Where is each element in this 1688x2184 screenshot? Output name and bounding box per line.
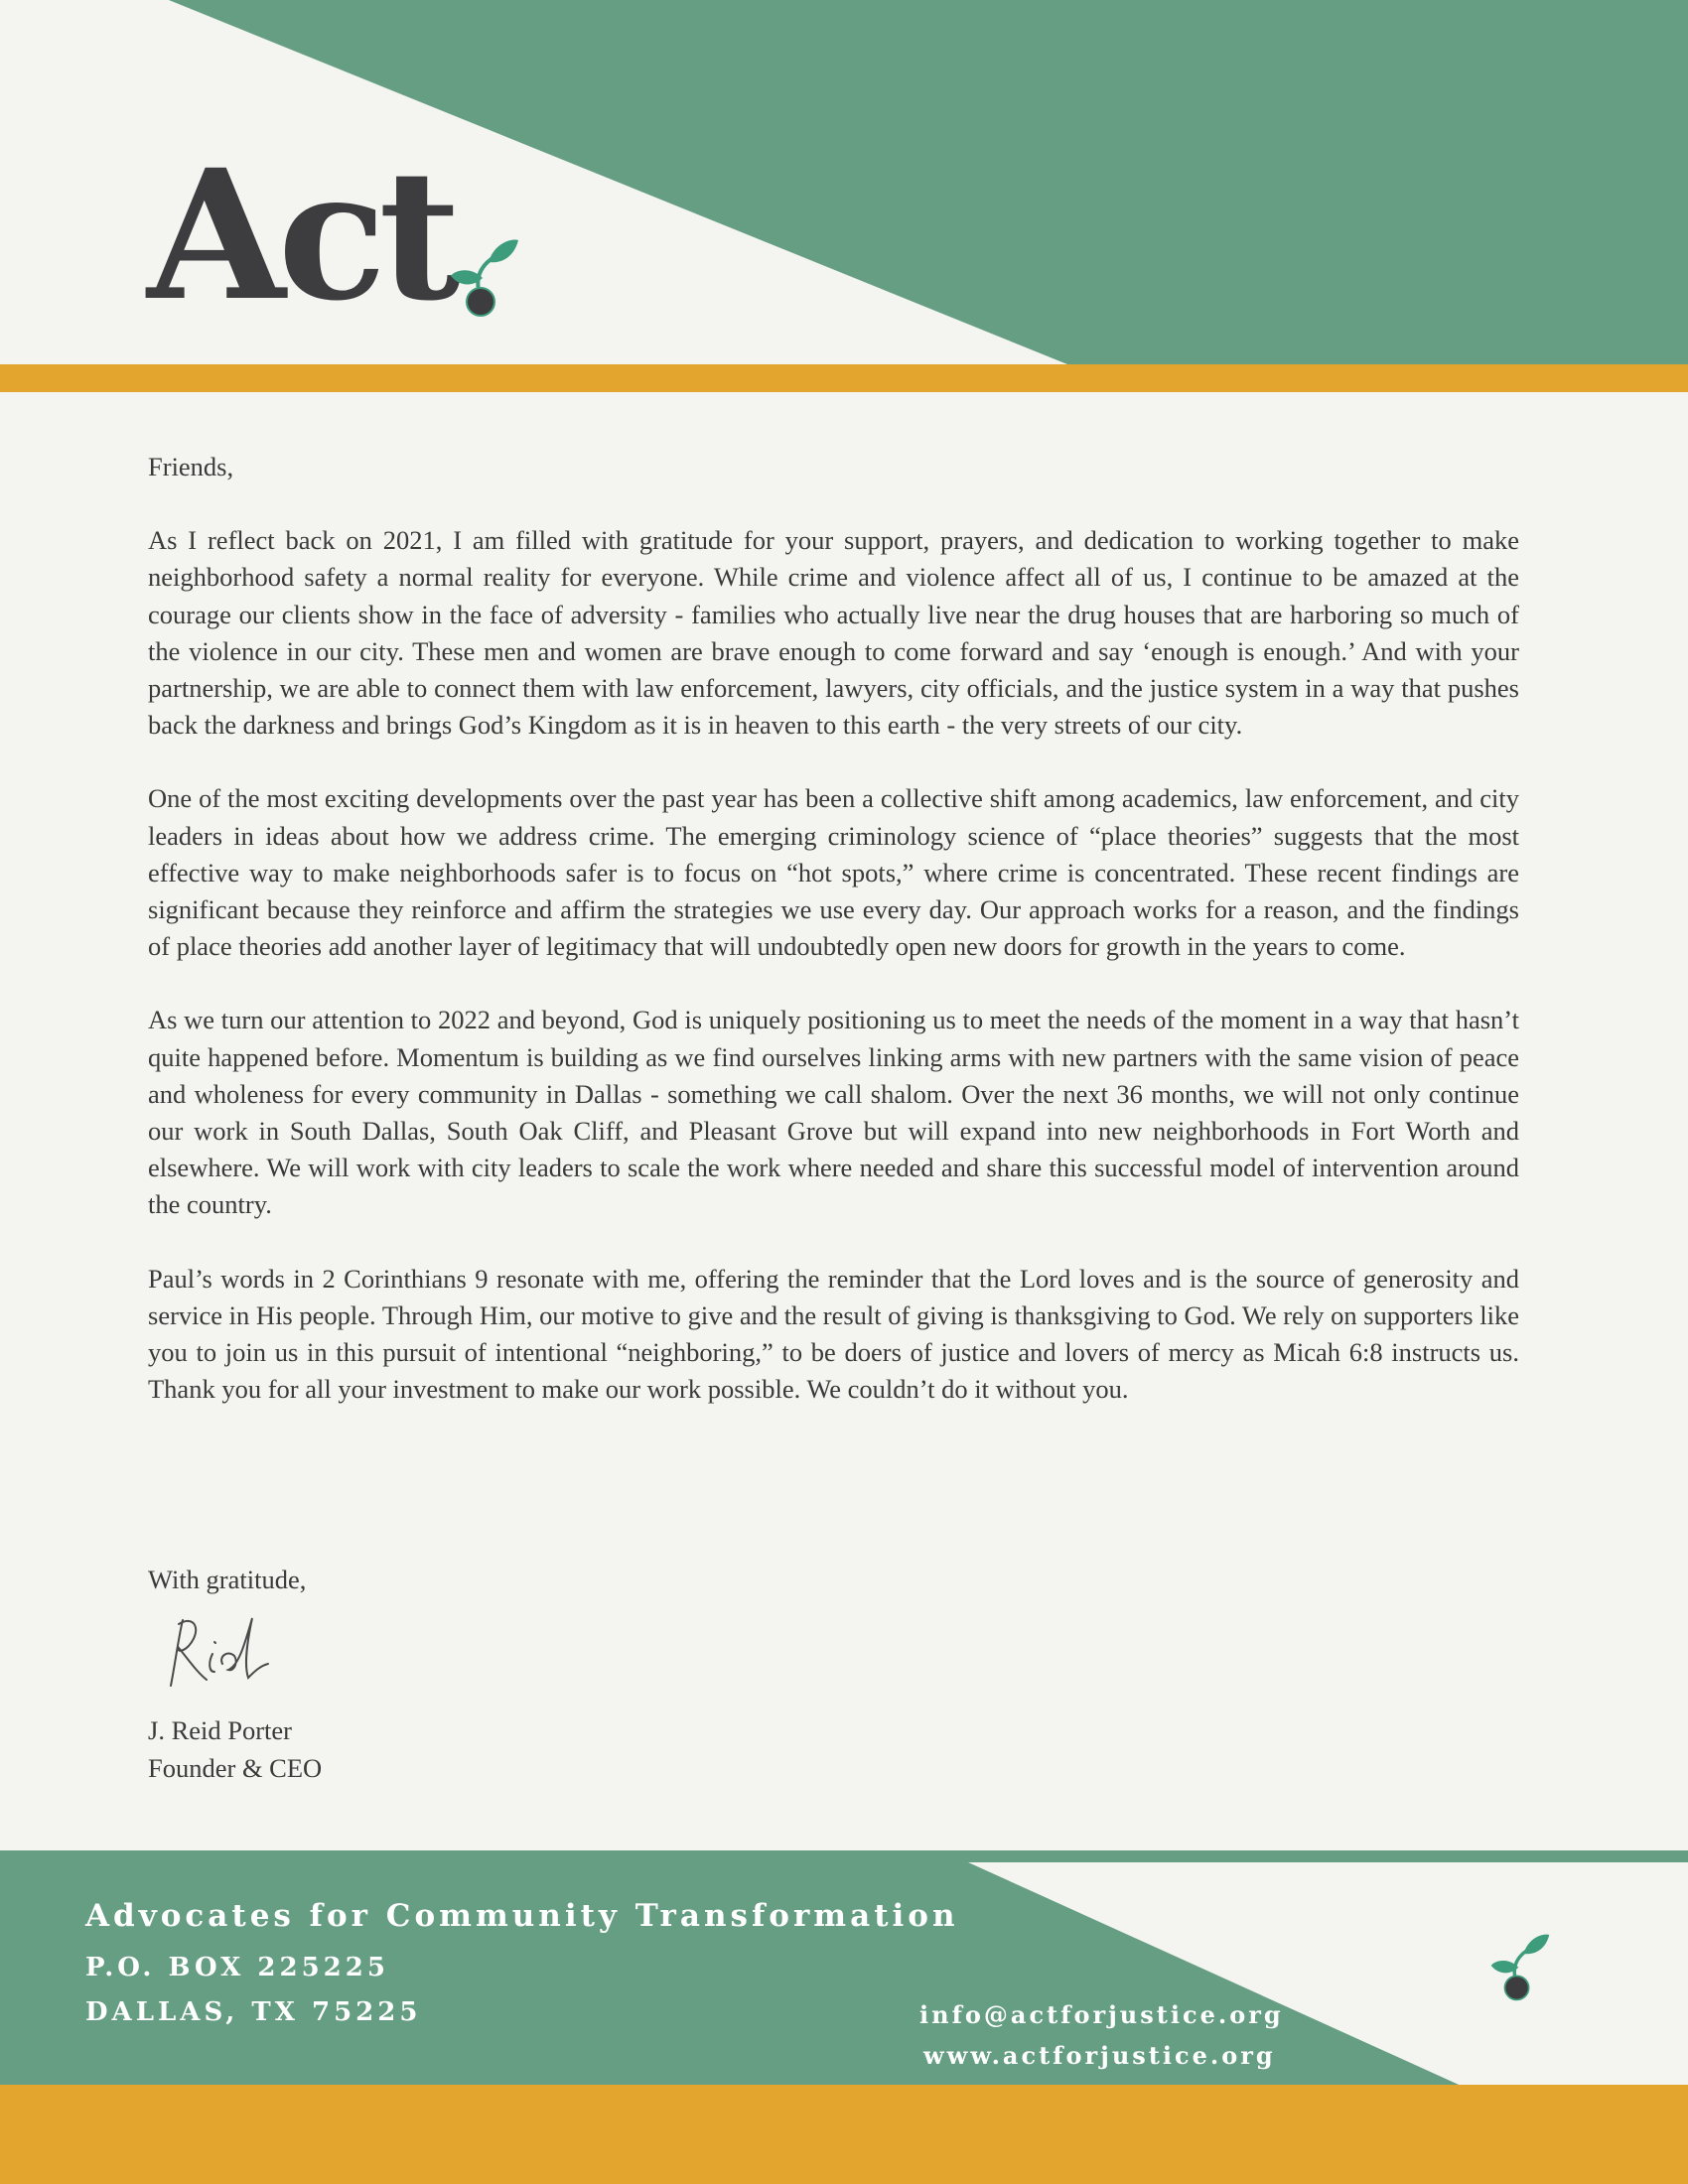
signer-name: J. Reid Porter xyxy=(148,1715,292,1745)
signer-title: Founder & CEO xyxy=(148,1753,323,1783)
logo-wordmark: Act xyxy=(147,131,454,341)
signer-block xyxy=(148,1711,322,1787)
letter-paragraph: One of the most exciting developments over the past year has been a collective shift among academics, law enforcement, and city leaders in ideas about how we address crime. The emerging criminology science of “place theories” suggests that the most effective way to make neighborhoods safer is to focus on “hot spots,” where crime is concentrated. These recent findings are significant because they reinforce and affirm the strategies we use every day. Our approach works for a reason, and the findings of place theories add another layer of legitimacy that will undoubtedly open new doors for growth in the years to come. xyxy=(148,783,1519,962)
letter-paragraph: As we turn our attention to 2022 and beyond, God is uniquely positioning us to meet the needs of the moment in a way that hasn’t quite happened before. Momentum is building as we find ourselves linking arms with new partners with the same vision of peace and wholeness for every community in Dallas - something we call shalom. Over the next 36 months, we will not only continue our work in South Dallas, South Oak Cliff, and Pleasant Grove but will expand into new neighborhoods in Fort Worth and elsewhere. We will work with city leaders to scale the work where needed and share this successful model of intervention around the country. xyxy=(148,1005,1519,1220)
org-name: Advocates for Community Transformation xyxy=(85,1898,959,1934)
sprout-icon xyxy=(1489,1928,1551,2003)
letter-body xyxy=(148,449,1519,1444)
letter-paragraph: Paul’s words in 2 Corinthians 9 resonate with me, offering the reminder that the Lord loves and is the source of generosity and service in His people. Through Him, our motive to give and the result of giving is thanksgiving to God. We rely on supporters like you to join us in this pursuit of intentional “neighboring,” to be doers of justice and lovers of mercy as Micah 6:8 instructs us. Thank you for all your investment to make our work possible. We couldn’t do it without you. xyxy=(148,1263,1519,1405)
closing: With gratitude, xyxy=(148,1565,307,1594)
email-link[interactable]: info@actforjustice.org xyxy=(919,2000,1284,2029)
salutation: Friends, xyxy=(148,452,234,481)
header-accent-bar xyxy=(0,364,1688,392)
mailing-address-po-box: P.O. BOX 225225 xyxy=(85,1953,389,1982)
website-link[interactable]: www.actforjustice.org xyxy=(923,2041,1276,2070)
sprout-icon xyxy=(449,232,520,320)
signature-icon xyxy=(149,1606,278,1696)
mailing-address-city: DALLAS, TX 75225 xyxy=(85,1997,422,2027)
letter-paragraph: As I reflect back on 2021, I am filled with gratitude for your support, prayers, and dedication to working together to make neighborhood safety a normal reality for everyone. While crime and violence affect all of us, I continue to be amazed at the courage our clients show in the face of adversity - families who actually live near the drug houses that are harboring so much of the violence in our city. These men and women are brave enough to come forward and say ‘enough is enough.’ And with your partnership, we are able to connect them with law enforcement, lawyers, city officials, and the justice system in a way that pushes back the darkness and brings God’s Kingdom as it is in heaven to this earth - the very streets of our city. xyxy=(148,525,1519,741)
